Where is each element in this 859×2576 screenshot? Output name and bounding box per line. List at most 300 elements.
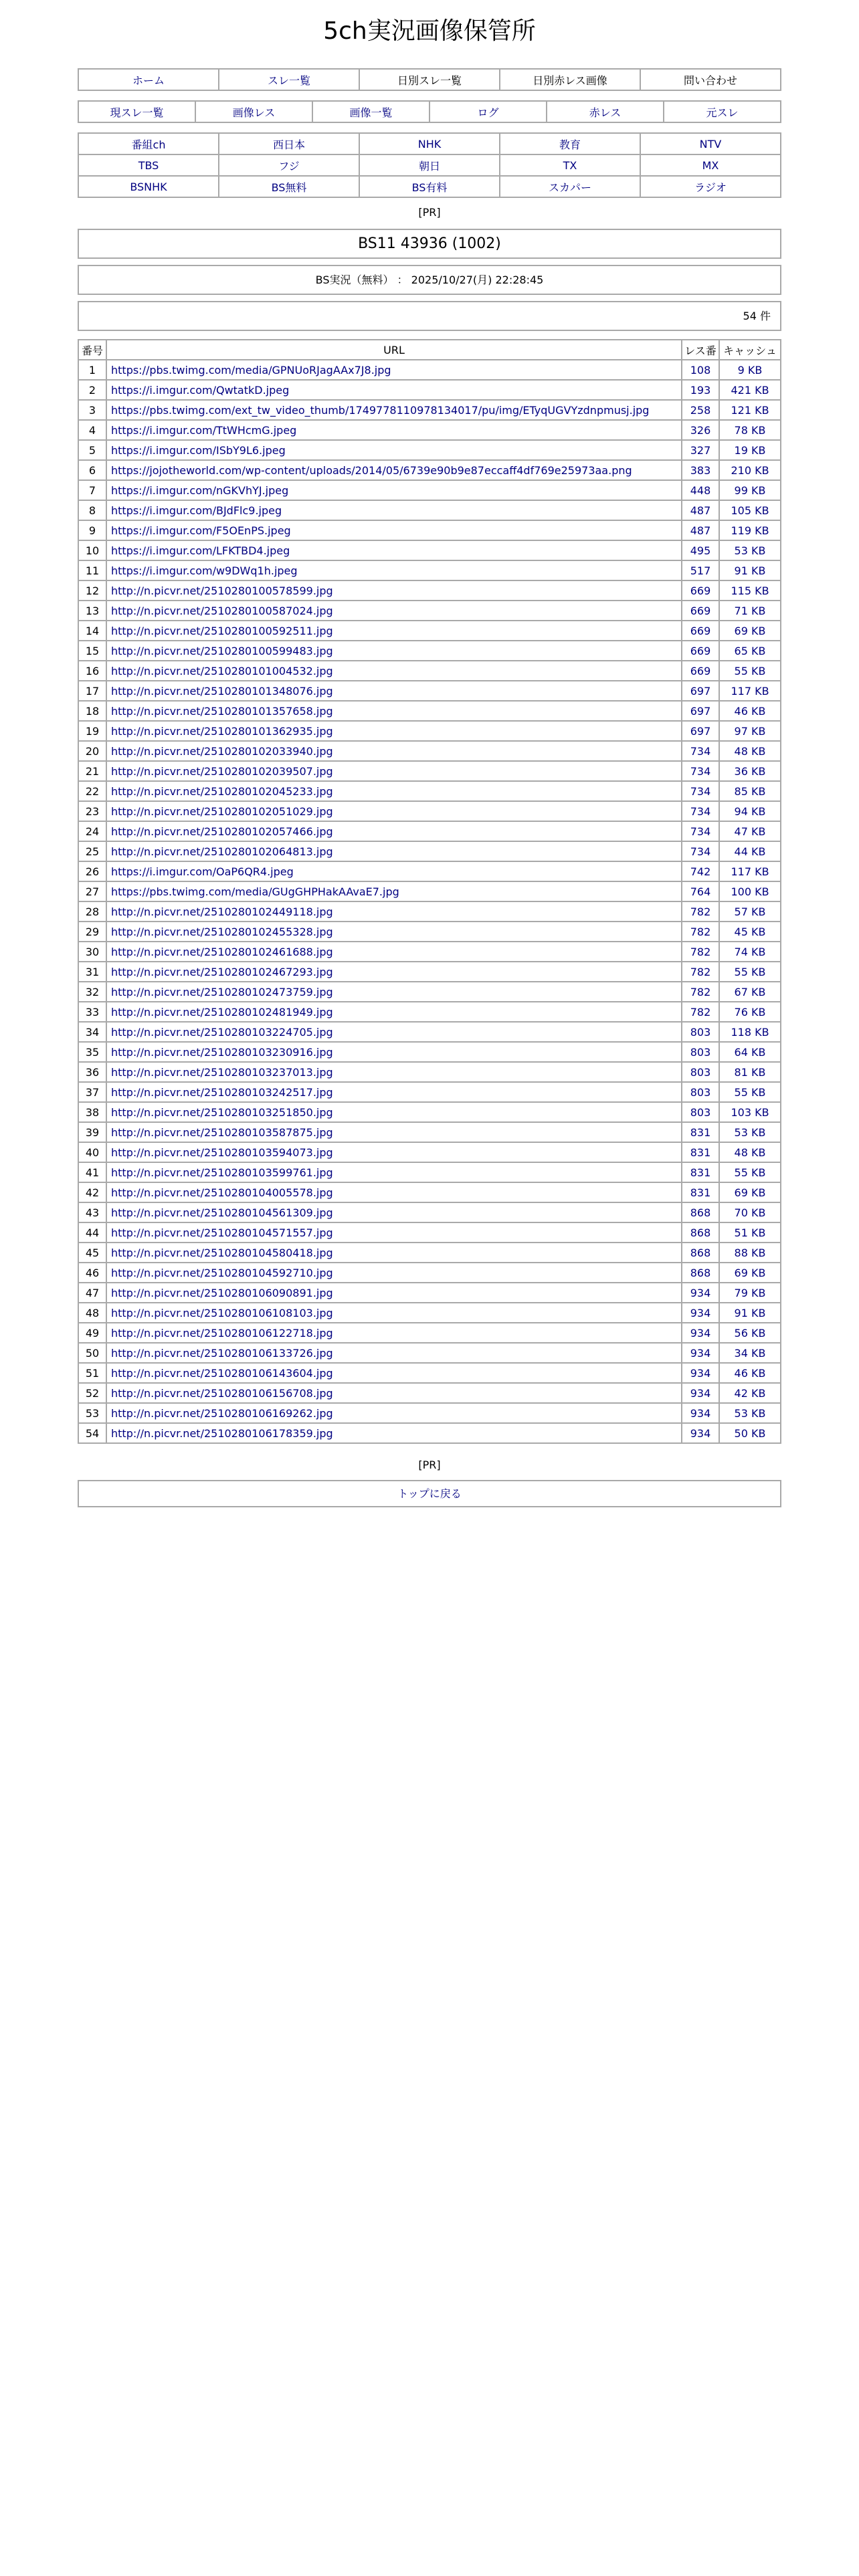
url-cell	[106, 1363, 682, 1383]
cache-cell	[719, 1182, 781, 1202]
url-cell	[106, 721, 682, 741]
nav-cell	[640, 154, 781, 176]
cache-size-link[interactable]: 48 KB	[734, 1146, 766, 1159]
nav-cell	[359, 133, 500, 154]
url-cell	[106, 621, 682, 641]
res-number-link[interactable]: 764	[690, 885, 711, 898]
res-cell	[682, 761, 719, 781]
image-url-link[interactable]: http://n.picvr.net/2510280102064813.jpg	[111, 845, 333, 858]
table-row	[78, 721, 781, 741]
cache-size-link[interactable]: 76 KB	[734, 1005, 766, 1018]
url-cell	[106, 480, 682, 500]
image-url-link[interactable]: https://i.imgur.com/QwtatkD.jpeg	[111, 383, 290, 397]
res-number-link[interactable]: 831	[690, 1186, 711, 1199]
cache-size-link[interactable]: 117 KB	[731, 684, 769, 697]
nav-thread-list-link[interactable]: スレ一覧	[267, 74, 310, 87]
url-cell	[106, 1162, 682, 1182]
cache-size-link[interactable]: 100 KB	[731, 885, 769, 898]
image-url-link[interactable]: https://i.imgur.com/w9DWq1h.jpeg	[111, 564, 298, 577]
url-cell	[106, 1062, 682, 1082]
cache-size-link[interactable]: 88 KB	[734, 1246, 766, 1259]
res-number-link[interactable]: 868	[690, 1266, 711, 1279]
res-number-link[interactable]: 669	[690, 644, 711, 657]
row-number: 49	[78, 1323, 106, 1343]
table-row	[78, 1323, 781, 1343]
cache-size-link[interactable]: 105 KB	[731, 504, 769, 517]
image-url-link[interactable]: http://n.picvr.net/2510280106178359.jpg	[111, 1426, 333, 1440]
board-link-asahi[interactable]: 朝日	[418, 159, 440, 173]
res-number-link[interactable]: 803	[690, 1065, 711, 1079]
cache-size-link[interactable]: 55 KB	[734, 1166, 766, 1179]
table-row	[78, 520, 781, 540]
row-number: 52	[78, 1383, 106, 1403]
row-number: 2	[78, 380, 106, 400]
res-number-link[interactable]: 803	[690, 1045, 711, 1059]
image-url-link[interactable]: http://n.picvr.net/2510280104571557.jpg	[111, 1226, 333, 1239]
nav-image-res-link[interactable]: 画像レス	[232, 106, 276, 119]
cache-cell	[719, 1243, 781, 1263]
image-url-link[interactable]: http://n.picvr.net/2510280100592511.jpg	[111, 624, 333, 637]
image-url-link[interactable]: https://pbs.twimg.com/media/GUgGHPHakAAvaE7.jpg	[111, 885, 399, 898]
table-row	[78, 1303, 781, 1323]
cache-size-link[interactable]: 99 KB	[734, 484, 766, 497]
cache-size-link[interactable]: 48 KB	[734, 744, 766, 758]
res-number-link[interactable]: 803	[690, 1105, 711, 1119]
res-number-link[interactable]: 669	[690, 664, 711, 677]
res-number-link[interactable]: 934	[690, 1326, 711, 1339]
res-cell	[682, 621, 719, 641]
cache-size-link[interactable]: 51 KB	[734, 1226, 766, 1239]
cache-cell	[719, 420, 781, 440]
res-number-link[interactable]: 782	[690, 965, 711, 978]
res-number-link[interactable]: 669	[690, 584, 711, 597]
nav-current-threads-link[interactable]: 現スレ一覧	[110, 106, 164, 119]
table-body	[78, 360, 781, 1443]
cache-size-link[interactable]: 71 KB	[734, 604, 766, 617]
res-cell	[682, 1202, 719, 1222]
cache-cell	[719, 901, 781, 922]
cache-cell	[719, 520, 781, 540]
row-number: 54	[78, 1423, 106, 1443]
image-url-link[interactable]: https://i.imgur.com/TtWHcmG.jpeg	[111, 423, 297, 437]
image-url-link[interactable]: http://n.picvr.net/2510280102051029.jpg	[111, 804, 333, 818]
res-number-link[interactable]: 782	[690, 985, 711, 998]
image-url-link[interactable]: http://n.picvr.net/2510280102481949.jpg	[111, 1005, 333, 1018]
cache-size-link[interactable]: 78 KB	[734, 423, 766, 437]
table-row	[78, 500, 781, 520]
row-number: 50	[78, 1343, 106, 1363]
res-number-link[interactable]: 782	[690, 1005, 711, 1018]
nav-cell	[219, 154, 359, 176]
column-header-no: 番号	[78, 340, 106, 360]
res-cell	[682, 741, 719, 761]
cache-size-link[interactable]: 81 KB	[734, 1065, 766, 1079]
image-url-link[interactable]: http://n.picvr.net/2510280102057466.jpg	[111, 825, 333, 838]
cache-cell	[719, 781, 781, 801]
res-number-link[interactable]: 734	[690, 744, 711, 758]
image-url-link[interactable]: https://pbs.twimg.com/media/GPNUoRJagAAx7J8.jpg	[111, 363, 391, 377]
url-cell	[106, 580, 682, 601]
cache-size-link[interactable]: 64 KB	[734, 1045, 766, 1059]
res-cell	[682, 841, 719, 861]
board-link-skyperfect[interactable]: スカパー	[548, 181, 591, 194]
row-number: 18	[78, 701, 106, 721]
image-url-link[interactable]: http://n.picvr.net/2510280101348076.jpg	[111, 684, 333, 697]
cache-size-link[interactable]: 42 KB	[734, 1386, 766, 1400]
url-cell	[106, 881, 682, 901]
cache-cell	[719, 641, 781, 661]
cache-cell	[719, 1042, 781, 1062]
cache-size-link[interactable]: 53 KB	[734, 1406, 766, 1420]
image-url-table	[78, 339, 781, 1444]
cache-size-link[interactable]: 55 KB	[734, 1085, 766, 1099]
res-number-link[interactable]: 697	[690, 704, 711, 718]
cache-size-link[interactable]: 210 KB	[731, 463, 769, 477]
board-link-tbs[interactable]: TBS	[138, 158, 159, 172]
row-number: 3	[78, 400, 106, 420]
cache-cell	[719, 1122, 781, 1142]
cache-size-link[interactable]: 36 KB	[734, 764, 766, 778]
res-cell	[682, 460, 719, 480]
image-url-link[interactable]: http://n.picvr.net/2510280102455328.jpg	[111, 925, 333, 938]
row-number: 27	[78, 881, 106, 901]
cache-size-link[interactable]: 69 KB	[734, 1266, 766, 1279]
nav-original-thread-link[interactable]: 元スレ	[706, 106, 739, 119]
nav-red-res-link[interactable]: 赤レス	[589, 106, 622, 119]
image-url-link[interactable]: http://n.picvr.net/2510280103242517.jpg	[111, 1085, 333, 1099]
res-cell	[682, 821, 719, 841]
res-number-link[interactable]: 697	[690, 684, 711, 697]
cache-cell	[719, 601, 781, 621]
cache-cell	[719, 962, 781, 982]
image-url-link[interactable]: http://n.picvr.net/2510280106133726.jpg	[111, 1346, 333, 1360]
cache-cell	[719, 801, 781, 821]
image-url-link[interactable]: http://n.picvr.net/2510280102449118.jpg	[111, 905, 333, 918]
cache-size-link[interactable]: 79 KB	[734, 1286, 766, 1299]
image-url-link[interactable]: https://i.imgur.com/LFKTBD4.jpeg	[111, 544, 290, 557]
cache-size-link[interactable]: 47 KB	[734, 825, 766, 838]
cache-size-link[interactable]: 34 KB	[734, 1346, 766, 1360]
res-number-link[interactable]: 868	[690, 1226, 711, 1239]
cache-size-link[interactable]: 115 KB	[731, 584, 769, 597]
image-url-link[interactable]: http://n.picvr.net/2510280101357658.jpg	[111, 704, 333, 718]
res-number-link[interactable]: 327	[690, 443, 711, 457]
cache-size-link[interactable]: 56 KB	[734, 1326, 766, 1339]
image-url-link[interactable]: http://n.picvr.net/2510280106090891.jpg	[111, 1286, 333, 1299]
table-row	[78, 661, 781, 681]
board-link-bs-free[interactable]: BS無料	[271, 181, 307, 194]
image-url-link[interactable]: https://i.imgur.com/OaP6QR4.jpeg	[111, 865, 294, 878]
res-number-link[interactable]: 448	[690, 484, 711, 497]
res-number-link[interactable]: 734	[690, 764, 711, 778]
board-link-radio[interactable]: ラジオ	[694, 181, 727, 194]
image-url-link[interactable]: http://n.picvr.net/2510280104580418.jpg	[111, 1246, 333, 1259]
url-cell	[106, 601, 682, 621]
res-number-link[interactable]: 742	[690, 865, 711, 878]
table-row	[78, 1222, 781, 1243]
cache-size-link[interactable]: 57 KB	[734, 905, 766, 918]
cache-size-link[interactable]: 117 KB	[731, 865, 769, 878]
cache-cell	[719, 580, 781, 601]
nav-log-link[interactable]: ログ	[477, 106, 499, 119]
res-number-link[interactable]: 193	[690, 383, 711, 397]
cache-size-link[interactable]: 421 KB	[731, 383, 769, 397]
url-cell	[106, 1002, 682, 1022]
cache-size-link[interactable]: 45 KB	[734, 925, 766, 938]
board-link-nhk[interactable]: NHK	[417, 137, 442, 150]
cache-size-link[interactable]: 46 KB	[734, 1366, 766, 1380]
cache-cell	[719, 460, 781, 480]
board-link-kyoiku[interactable]: 教育	[559, 138, 581, 151]
image-url-link[interactable]: http://n.picvr.net/2510280104561309.jpg	[111, 1206, 333, 1219]
url-cell	[106, 400, 682, 420]
row-number: 30	[78, 942, 106, 962]
url-cell	[106, 560, 682, 580]
res-number-link[interactable]: 934	[690, 1366, 711, 1380]
table-row	[78, 1102, 781, 1122]
cache-size-link[interactable]: 119 KB	[731, 524, 769, 537]
res-number-link[interactable]: 669	[690, 624, 711, 637]
res-number-link[interactable]: 831	[690, 1166, 711, 1179]
thread-nav-row	[78, 101, 781, 122]
image-url-link[interactable]: http://n.picvr.net/2510280106156708.jpg	[111, 1386, 333, 1400]
board-link-mx[interactable]: MX	[702, 158, 719, 172]
res-number-link[interactable]: 934	[690, 1286, 711, 1299]
cache-size-link[interactable]: 69 KB	[734, 1186, 766, 1199]
cache-cell	[719, 380, 781, 400]
cache-size-link[interactable]: 55 KB	[734, 965, 766, 978]
res-cell	[682, 1142, 719, 1162]
res-cell	[682, 480, 719, 500]
res-number-link[interactable]: 831	[690, 1146, 711, 1159]
image-url-link[interactable]: http://n.picvr.net/2510280103251850.jpg	[111, 1105, 333, 1119]
cache-size-link[interactable]: 67 KB	[734, 985, 766, 998]
image-url-link[interactable]: http://n.picvr.net/2510280104005578.jpg	[111, 1186, 333, 1199]
cache-cell	[719, 1082, 781, 1102]
nav-image-list-link[interactable]: 画像一覧	[349, 106, 393, 119]
cache-cell	[719, 1162, 781, 1182]
image-url-link[interactable]: http://n.picvr.net/2510280100599483.jpg	[111, 644, 333, 657]
res-number-link[interactable]: 868	[690, 1246, 711, 1259]
row-number: 17	[78, 681, 106, 701]
image-url-link[interactable]: http://n.picvr.net/2510280101362935.jpg	[111, 724, 333, 738]
res-number-link[interactable]: 326	[690, 423, 711, 437]
cache-size-link[interactable]: 44 KB	[734, 845, 766, 858]
nav-cell	[430, 101, 547, 122]
board-link-bsnhk[interactable]: BSNHK	[130, 180, 167, 193]
url-cell	[106, 781, 682, 801]
res-number-link[interactable]: 734	[690, 784, 711, 798]
url-cell	[106, 1343, 682, 1363]
table-row	[78, 1263, 781, 1283]
image-url-link[interactable]: http://n.picvr.net/2510280102039507.jpg	[111, 764, 333, 778]
res-cell	[682, 681, 719, 701]
url-cell	[106, 1263, 682, 1283]
res-number-link[interactable]: 495	[690, 544, 711, 557]
url-cell	[106, 701, 682, 721]
board-nav-row	[78, 176, 781, 197]
url-cell	[106, 901, 682, 922]
site-title: 5ch実況画像保管所	[323, 17, 536, 45]
cache-cell	[719, 942, 781, 962]
res-number-link[interactable]: 383	[690, 463, 711, 477]
url-cell	[106, 681, 682, 701]
cache-size-link[interactable]: 53 KB	[734, 544, 766, 557]
image-url-link[interactable]: http://n.picvr.net/2510280102033940.jpg	[111, 744, 333, 758]
table-row	[78, 1022, 781, 1042]
cache-cell	[719, 480, 781, 500]
table-row	[78, 1202, 781, 1222]
image-url-link[interactable]: http://n.picvr.net/2510280103587875.jpg	[111, 1125, 333, 1139]
image-url-link[interactable]: https://i.imgur.com/nGKVhYJ.jpeg	[111, 484, 289, 497]
cache-size-link[interactable]: 69 KB	[734, 624, 766, 637]
cache-cell	[719, 982, 781, 1002]
cache-size-link[interactable]: 70 KB	[734, 1206, 766, 1219]
image-url-link[interactable]: https://jojotheworld.com/wp-content/uploads/2014/05/6739e90b9e87eccaff4df769e25973aa.png	[111, 463, 632, 477]
cache-size-link[interactable]: 121 KB	[731, 403, 769, 417]
image-url-link[interactable]: http://n.picvr.net/2510280103599761.jpg	[111, 1166, 333, 1179]
res-number-link[interactable]: 868	[690, 1206, 711, 1219]
cache-cell	[719, 681, 781, 701]
res-cell	[682, 1122, 719, 1142]
image-url-link[interactable]: http://n.picvr.net/2510280102045233.jpg	[111, 784, 333, 798]
row-number: 39	[78, 1122, 106, 1142]
cache-size-link[interactable]: 94 KB	[734, 804, 766, 818]
table-row	[78, 420, 781, 440]
image-url-link[interactable]: http://n.picvr.net/2510280102461688.jpg	[111, 945, 333, 958]
res-number-link[interactable]: 487	[690, 524, 711, 537]
cache-size-link[interactable]: 103 KB	[731, 1105, 769, 1119]
res-number-link[interactable]: 108	[690, 363, 711, 377]
cache-size-link[interactable]: 85 KB	[734, 784, 766, 798]
image-url-link[interactable]: http://n.picvr.net/2510280103237013.jpg	[111, 1065, 333, 1079]
res-cell	[682, 1363, 719, 1383]
res-number-link[interactable]: 517	[690, 564, 711, 577]
image-url-link[interactable]: http://n.picvr.net/2510280103224705.jpg	[111, 1025, 333, 1039]
nav-home-link[interactable]: ホーム	[132, 74, 165, 87]
res-number-link[interactable]: 803	[690, 1025, 711, 1039]
table-row	[78, 1062, 781, 1082]
image-url-link[interactable]: http://n.picvr.net/2510280106108103.jpg	[111, 1306, 333, 1319]
image-url-link[interactable]: http://n.picvr.net/2510280100578599.jpg	[111, 584, 333, 597]
url-cell	[106, 1102, 682, 1122]
res-number-link[interactable]: 934	[690, 1306, 711, 1319]
row-number: 20	[78, 741, 106, 761]
res-number-link[interactable]: 934	[690, 1386, 711, 1400]
row-number: 36	[78, 1062, 106, 1082]
nav-cell	[195, 101, 312, 122]
res-number-link[interactable]: 697	[690, 724, 711, 738]
image-url-link[interactable]: http://n.picvr.net/2510280106143604.jpg	[111, 1366, 333, 1380]
image-url-link[interactable]: http://n.picvr.net/2510280101004532.jpg	[111, 664, 333, 677]
res-cell	[682, 500, 719, 520]
url-cell	[106, 1122, 682, 1142]
image-url-link[interactable]: https://pbs.twimg.com/ext_tw_video_thumb/1749778110978134017/pu/img/ETyqUGVYzdnpmusj.jpg	[111, 403, 650, 417]
row-number: 29	[78, 922, 106, 942]
nav-cell	[219, 176, 359, 197]
res-number-link[interactable]: 734	[690, 845, 711, 858]
cache-size-link[interactable]: 97 KB	[734, 724, 766, 738]
res-number-link[interactable]: 782	[690, 925, 711, 938]
cache-size-link[interactable]: 19 KB	[734, 443, 766, 457]
board-link-nishinihon[interactable]: 西日本	[272, 138, 305, 151]
back-to-top-link[interactable]: トップに戻る	[397, 1487, 462, 1500]
cache-size-link[interactable]: 46 KB	[734, 704, 766, 718]
image-url-link[interactable]: https://i.imgur.com/F5OEnPS.jpeg	[111, 524, 291, 537]
res-cell	[682, 380, 719, 400]
res-number-link[interactable]: 734	[690, 825, 711, 838]
row-number: 5	[78, 440, 106, 460]
nav-cell	[500, 176, 640, 197]
url-cell	[106, 520, 682, 540]
table-row	[78, 861, 781, 881]
url-cell	[106, 1082, 682, 1102]
res-number-link[interactable]: 669	[690, 604, 711, 617]
cache-size-link[interactable]: 65 KB	[734, 644, 766, 657]
nav-cell	[500, 133, 640, 154]
res-number-link[interactable]: 803	[690, 1085, 711, 1099]
thread-nav	[78, 100, 781, 123]
url-cell	[106, 380, 682, 400]
image-url-link[interactable]: http://n.picvr.net/2510280102473759.jpg	[111, 985, 333, 998]
image-url-link[interactable]: http://n.picvr.net/2510280106122718.jpg	[111, 1326, 333, 1339]
res-number-link[interactable]: 782	[690, 945, 711, 958]
cache-size-link[interactable]: 9 KB	[737, 363, 763, 377]
image-url-link[interactable]: http://n.picvr.net/2510280100587024.jpg	[111, 604, 333, 617]
board-link-bangumi[interactable]: 番組ch	[131, 138, 166, 151]
cache-size-link[interactable]: 91 KB	[734, 564, 766, 577]
row-number: 9	[78, 520, 106, 540]
image-url-link[interactable]: http://n.picvr.net/2510280103594073.jpg	[111, 1146, 333, 1159]
url-cell	[106, 741, 682, 761]
page-container	[78, 0, 781, 1507]
res-number-link[interactable]: 258	[690, 403, 711, 417]
cache-cell	[719, 1283, 781, 1303]
res-number-link[interactable]: 934	[690, 1346, 711, 1360]
image-url-link[interactable]: http://n.picvr.net/2510280102467293.jpg	[111, 965, 333, 978]
cache-size-link[interactable]: 53 KB	[734, 1125, 766, 1139]
image-url-link[interactable]: http://n.picvr.net/2510280103230916.jpg	[111, 1045, 333, 1059]
board-link-bs-paid[interactable]: BS有料	[411, 181, 448, 194]
image-url-link[interactable]: http://n.picvr.net/2510280106169262.jpg	[111, 1406, 333, 1420]
url-cell	[106, 420, 682, 440]
res-number-link[interactable]: 934	[690, 1426, 711, 1440]
res-number-link[interactable]: 487	[690, 504, 711, 517]
cache-size-link[interactable]: 74 KB	[734, 945, 766, 958]
row-number: 1	[78, 360, 106, 380]
cache-size-link[interactable]: 118 KB	[731, 1025, 769, 1039]
cache-size-link[interactable]: 50 KB	[734, 1426, 766, 1440]
res-number-link[interactable]: 831	[690, 1125, 711, 1139]
table-header-row	[78, 340, 781, 360]
res-number-link[interactable]: 734	[690, 804, 711, 818]
cache-cell	[719, 400, 781, 420]
table-row	[78, 701, 781, 721]
cache-size-link[interactable]: 91 KB	[734, 1306, 766, 1319]
row-number: 6	[78, 460, 106, 480]
row-number: 38	[78, 1102, 106, 1122]
row-number: 13	[78, 601, 106, 621]
board-link-ntv[interactable]: NTV	[699, 137, 722, 150]
cache-size-link[interactable]: 55 KB	[734, 664, 766, 677]
image-url-link[interactable]: https://i.imgur.com/BJdFlc9.jpeg	[111, 504, 282, 517]
board-link-fuji[interactable]: フジ	[278, 159, 300, 173]
image-url-link[interactable]: https://i.imgur.com/ISbY9L6.jpeg	[111, 443, 286, 457]
res-number-link[interactable]: 934	[690, 1406, 711, 1420]
board-link-tx[interactable]: TX	[563, 158, 577, 172]
res-number-link[interactable]: 782	[690, 905, 711, 918]
image-url-link[interactable]: http://n.picvr.net/2510280104592710.jpg	[111, 1266, 333, 1279]
